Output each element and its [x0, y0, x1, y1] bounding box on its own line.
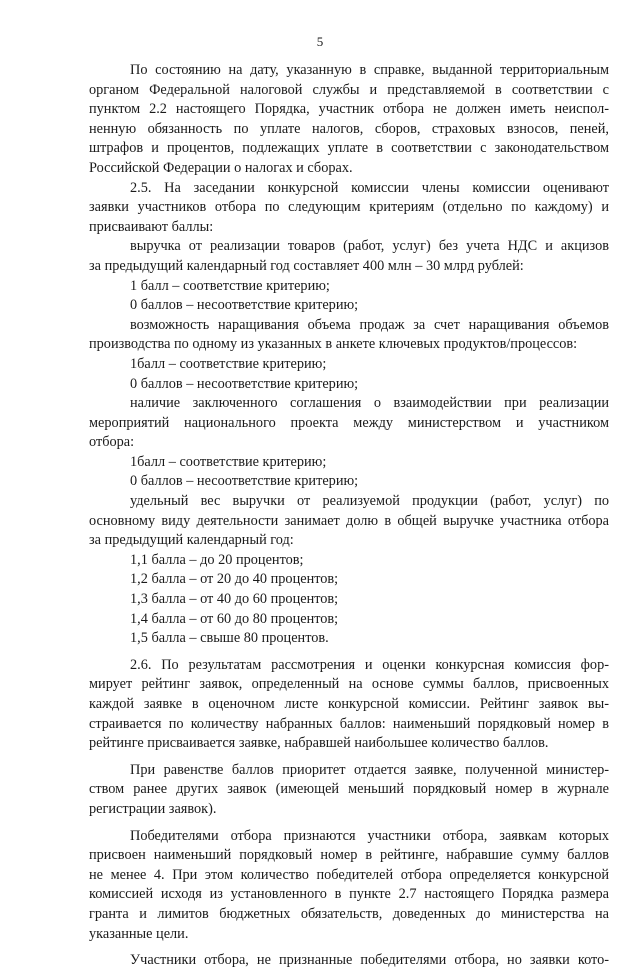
text-line: Российской Федерации о налогах и сборах. [89, 159, 353, 176]
paragraph [89, 951, 609, 971]
text-line: 0 баллов – несоответствие критерию; [130, 297, 359, 314]
paragraph-spacing [89, 754, 609, 761]
page-number: 5 [316, 34, 324, 49]
text-line: 1балл – соответствие критерию; [130, 355, 327, 372]
text-line: 2.6. По результатам рассмотрения и оценки конкурсная комиссия фор- [130, 656, 609, 673]
text-line: органом Федеральной налоговой службы и представляемой в соответствии с [89, 81, 609, 98]
text-line: 0 баллов – несоответствие критерию; [130, 473, 359, 490]
paragraph [89, 296, 609, 316]
text-line: наличие заключенного соглашения о взаимодействии при реализации [130, 395, 609, 412]
text-line: не менее 4. При этом количество победителей отбора определяется конкурсной [89, 866, 609, 883]
paragraph [89, 375, 609, 395]
text-line: 1,5 балла – свыше 80 процентов. [130, 630, 329, 647]
text-line: штрафов и процентов, подлежащих уплате в соответствии с законодательством [89, 140, 609, 157]
text-line: 1,2 балла – от 20 до 40 процентов; [130, 571, 339, 588]
text-line: производства по одному из указанных в анкете ключевых продуктов/процессов: [89, 336, 578, 353]
paragraph [89, 316, 609, 355]
text-line: за предыдущий календарный год составляет 400 млн – 30 млрд рублей: [89, 257, 524, 274]
paragraph [89, 394, 609, 453]
paragraph [89, 277, 609, 297]
paragraph [89, 656, 609, 754]
paragraph [89, 355, 609, 375]
text-line: 1,3 балла – от 40 до 60 процентов; [130, 591, 339, 608]
text-line: гранта и лимитов бюджетных обязательств, доведенных до министерства на [89, 905, 609, 922]
document-body [89, 61, 609, 971]
text-line: 0 баллов – несоответствие критерию; [130, 375, 359, 392]
text-line: ненную обязанность по уплате налогов, сборов, страховых взносов, пеней, [89, 120, 609, 137]
paragraph [89, 551, 609, 571]
paragraph [89, 453, 609, 473]
text-line: рейтинге присваивается заявке, набравшей наибольшее количество баллов. [89, 735, 549, 752]
paragraph-spacing [89, 649, 609, 656]
paragraph-spacing [89, 944, 609, 951]
paragraph [89, 610, 609, 630]
paragraph [89, 179, 609, 238]
text-line: комиссией исходя из установленного в пункте 2.7 настоящего Порядка размера [89, 886, 609, 903]
text-line: Участники отбора, не признанные победителями отбора, но заявки кото- [130, 952, 609, 969]
text-line: ством ранее других заявок (имеющей меньший порядковый номер в журнале [89, 781, 609, 798]
text-line: 1балл – соответствие критерию; [130, 453, 327, 470]
text-line: мирует рейтинг заявок, определенный на основе суммы баллов, присвоенных [89, 676, 609, 693]
text-line: основному виду деятельности занимает долю в общей выручке участника отбора [89, 512, 609, 529]
text-line: отбора: [89, 434, 135, 451]
text-line: мероприятий национального проекта между министерством и участником [89, 414, 609, 431]
text-line: за предыдущий календарный год: [89, 532, 294, 549]
text-line: 2.5. На заседании конкурсной комиссии члены комиссии оценивают [130, 179, 609, 196]
text-line: 1,4 балла – от 60 до 80 процентов; [130, 610, 339, 627]
text-line: По состоянию на дату, указанную в справке, выданной территориальным [130, 62, 609, 78]
text-line: Победителями отбора признаются участники отбора, заявкам которых [130, 827, 609, 844]
text-line: выручка от реализации товаров (работ, услуг) без учета НДС и акцизов [130, 238, 609, 255]
paragraph [89, 472, 609, 492]
text-line: возможность наращивания объема продаж за счет наращивания объемов [130, 316, 609, 333]
text-line: присвоен наименьший порядковый номер в рейтинге, набравшие сумму баллов [89, 847, 609, 864]
paragraph [89, 492, 609, 551]
paragraph [89, 761, 609, 820]
text-line: При равенстве баллов приоритет отдается заявке, полученной министер- [130, 761, 609, 778]
text-line: заявки участников отбора по следующим критериям (отдельно по каждому) и [89, 199, 609, 216]
text-line: 1,1 балла – до 20 процентов; [130, 551, 304, 568]
text-line: указанные цели. [89, 925, 189, 942]
text-line: страивается по количеству набранных баллов: наименьший порядковый номер в [89, 715, 609, 732]
text-line: 1 балл – соответствие критерию; [130, 277, 330, 294]
paragraph [89, 237, 609, 276]
paragraph [89, 629, 609, 649]
paragraph-spacing [89, 820, 609, 827]
paragraph [89, 827, 609, 945]
paragraph [89, 61, 609, 179]
paragraph [89, 590, 609, 610]
text-line: регистрации заявок). [89, 800, 217, 817]
text-line: удельный вес выручки от реализуемой продукции (работ, услуг) по [130, 493, 609, 510]
text-line: пунктом 2.2 настоящего Порядка, участник отбора не должен иметь неиспол- [89, 101, 609, 118]
text-line: каждой заявке в оценочном листе конкурсной комиссии. Рейтинг заявок вы- [89, 696, 609, 712]
paragraph [89, 570, 609, 590]
text-line: присваивают баллы: [89, 218, 214, 235]
